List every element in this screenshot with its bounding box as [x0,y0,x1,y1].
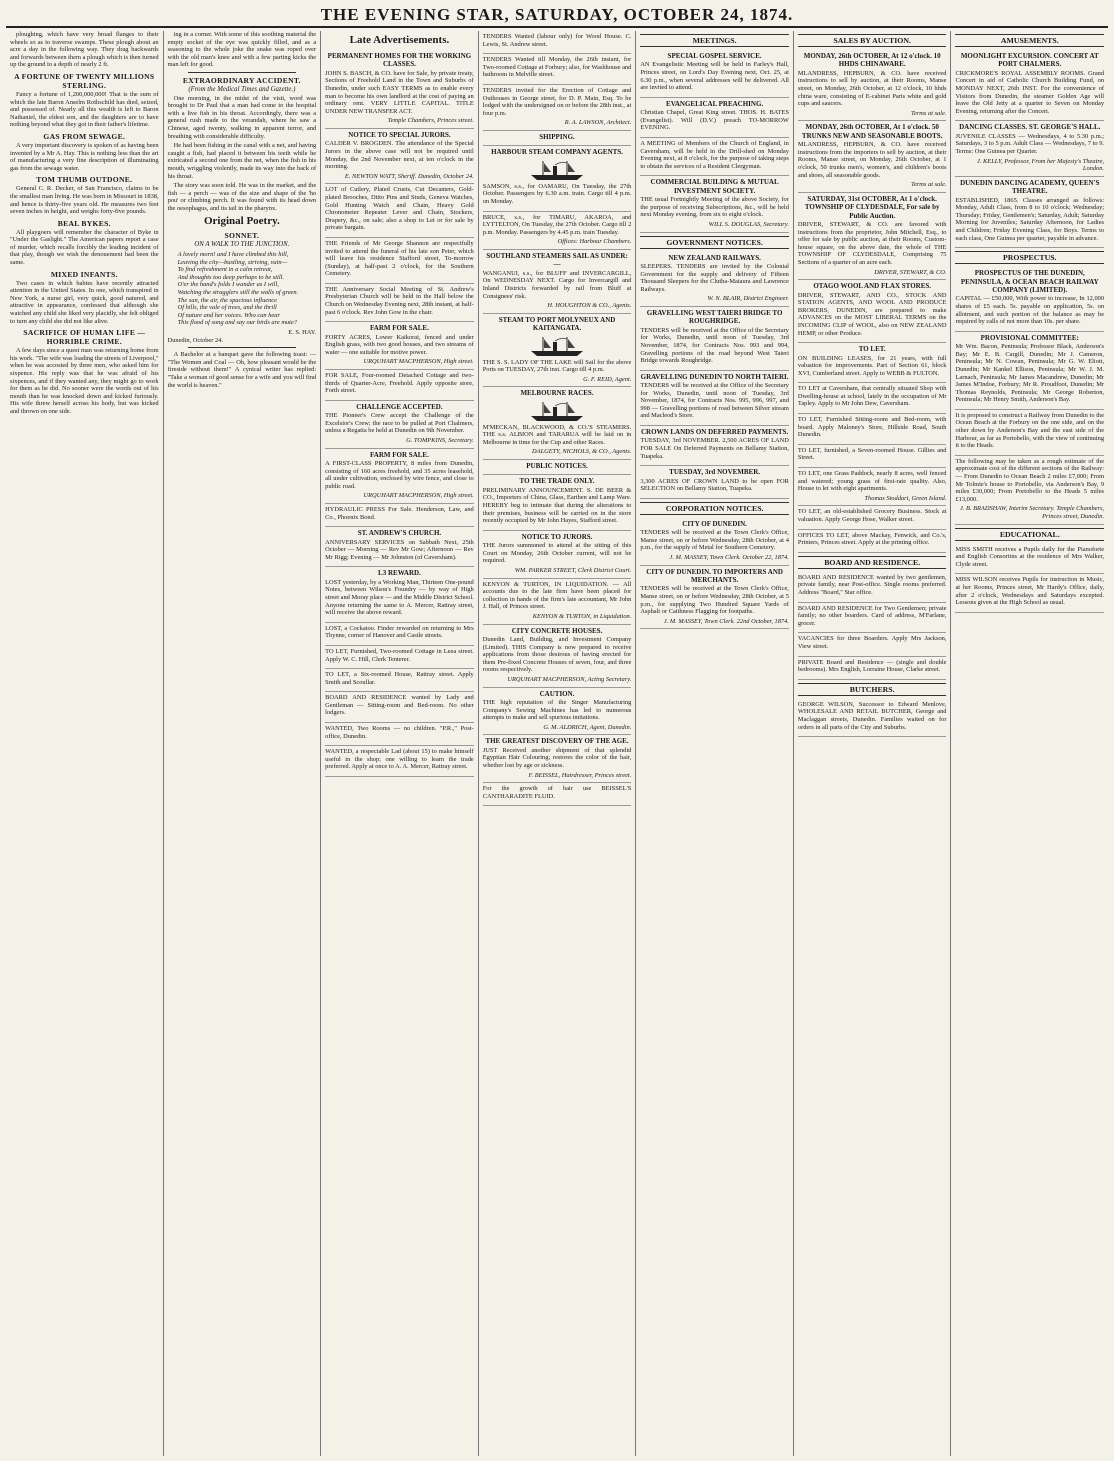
advertisement [325,723,474,746]
advertisement-title: CHALLENGE ACCEPTED. [356,402,443,411]
advertisement-body: Dunedin Land, Building, and Investment Company (Limited). THIS Company is now prepared to receive applications from those desirous of having erected for them Pre-fixed Concrete Houses of seven, four, and three rooms respectively. [482,636,632,674]
advertisement-body: TENDERS Wanted (labour only) for Wood House. C. Lewis, St. Andrew street. [482,33,632,48]
article-heading: MIXED INFANTS. [50,269,118,279]
article-text: ploughing, which have very broad flanges to their wheels so as to traverse swamps. These plough about an acre a day in the following way. They drag backwards and forwards between them a plough which is then turned up the ground to a depth of nearly 2 ft. [10,31,159,69]
advertisement [325,370,474,401]
advertisement [483,131,632,146]
article-text: Fancy a fortune of 1,200,000,000! That is the sum of which the late Baron Anselm Rothschild has died, seized, and possessed of. Nearly all this wealth is left to Baron Nathaniel, the eldest son, and the daughters are to have nothing beyond what they got in their father's lifetime. [10,90,159,129]
article-text: A very important discovery is spoken of as having been invented by a Mr A. Hay. This is nothing less than the art of manufacturing a very fine description of illuminating gas from the sewage water. [10,141,159,172]
advertisement-body: LOST yesterday, by a Working Man, Thirteen One-pound Notes, between Wilson's Foundry — by way of High street and Moray place — and the Middle District School. Anyone returning the same to A. Mercer, Rattray street, will receive the above reward. [325,578,474,617]
advertisement-body: OFFICES TO LET, above Mackay, Fenwick, and Co.'s, Printers, Princes street. Apply at the printing office. [797,531,947,547]
advertisement-body: For the growth of hair use BEISSEL'S CANTHARADITE FLUID. [482,785,632,800]
advert-list [640,518,789,630]
advertisement-title: ST. ANDREW'S CHURCH. [357,529,442,538]
advertisement-body: ANNIVERSARY SERVICES on Sabbath Next, 25th October — Morning — Rev Mr Gow; Afternoon — Rev Mr Rigg; Evening — Mr Johnston (of Caversham). [325,538,474,561]
advertisement-body: TUESDAY, 3rd NOVEMBER. 2,500 ACRES OF LAND FOR SALE On Deferred Payments on Bellamy Station, Tuapeka. [640,437,789,460]
advertisement [955,50,1104,121]
advertisement-signature: G. M. ALDRICH, Agent, Dunedin. [543,723,632,731]
advertisement-body: DRIVER, STEWART, & CO. are favored with instructions from the proprietor, John Mitchell, Esq., to offer for sale by public auction, at their Rooms, Custom-house square, on the above date, the whole of THE TOWNSHIP OF CLYDESDALE, Comprising 75 Sections of a quarter of an acre each. [797,220,947,266]
advertisement [325,401,474,449]
advertisement-title: THE GREATEST DISCOVERY OF THE AGE. [485,737,629,746]
advertisement-title: SATURDAY, 31st OCTOBER, At 1 o'clock. TOWNSHIP OF CLYDESDALE, For sale by Public Auction. [804,194,940,220]
advertisement-title: TO THE TRADE ONLY. [519,477,595,486]
advert-list [798,50,947,553]
advertisement-body: FORTY ACRES, Lower Kaikorai, fenced and under English grass, with two good houses, and two streams of water — one suitable for motive power. [325,333,474,356]
advertisement [640,371,789,426]
poem-text: A lovely morn! and I have climbed this hill, Leaving the city—bustling, striving, vain— To find refreshment in a calm retreat, And thoughts too deep perhaps to be still. O'er the hand's folds I wander as I will, Watching the stragglers still the walls of green. The sun, the air, the spacious influence Of hills, the vale of trees, and the thrill Of nature and her voices. Who can hear This flood of song and say our birds are mute? [177,251,299,327]
advertisement-signature: H. HOUGHTON & CO., Agents. [547,302,632,310]
article-text: One morning, in the midst of the visit, word was brought to Dr Paul that a man had come to the hospital with a live fish in his throat. Accordingly, there was a general rush made to the verandah, where he saw a Chinese, aged twenty, walking in apparent terror, and breathing with considerable difficulty. [167,94,317,140]
advertisement [483,688,632,736]
advertisement [483,475,632,530]
section-heading-prospectus: PROSPECTUS. [955,251,1104,264]
advertisement [955,544,1104,575]
advertisement [798,603,947,634]
advertisement-signature: URQUHART MACPHERSON, High street. [363,492,474,500]
advertisement-body: TENDERS will be received at the Town Clerk's Office, Manse street, on or before Wednesday, 28th October, at 5 p.m., for supplying Two Hundred Square Yards of Asphalt or Caithness Flagging for footpaths. [640,585,789,616]
advertisement-body: TO LET at Caversham, that centrally situated Shop with Dwelling-house at school, lately in the occupation of Mr Tapley. Apply to Mr John Dew, Caversham. [797,385,947,408]
advertisement-body: BOARD AND RESIDENCE for Two Gentlemen; private family; no other boarders. Card of address, M'Farlane, grocer. [797,604,947,627]
advertisement-title: PROSPECTUS OF THE DUNEDIN, PENINSULA, & OCEAN BEACH RAILWAY COMPANY (LIMITED). [960,269,1099,294]
advertisement [798,50,947,121]
advert-list [955,544,1104,613]
advertisement [798,280,947,343]
column-5 [636,31,794,1456]
advertisement-title: PUBLIC NOTICES. [526,462,588,471]
advertisement-body: THE S. S. LADY OF THE LAKE will Sail for the above Ports on TUESDAY, 27th inst. Cargo till 4 p.m. [482,358,632,374]
article-text: ing in a corner. With some of this soothing material the empty socket of the eye was quickly filled, and as a seasoning to the whole joke the snake was roped over with the old man's knee and with a few parting kicks the man left for good. [167,31,317,69]
advertisement-title: DANCING CLASSES. ST. GEORGE'S HALL. [959,123,1101,132]
poem-date: Dunedin, October 24. [167,336,223,344]
advertisement-body: THE Anniversary Social Meeting of St. Andrew's Presbyterian Church will be held in the Hall below the Church on Wednesday Evening next, 28th instant, at half-past 6 o'clock. Rev John Gow in the chair. [325,285,474,316]
poetry-heading: Original Poetry. [203,215,280,228]
advertisement-signature: URQUHART MACPHERSON, High street. [363,358,474,366]
advertisement-body: ON BUILDING LEASES, for 21 years, with full valuation for improvements. Part of Section 61, block XVI, Cumberland street. Apply to WEBB & FULTON. [797,354,947,377]
article-text: He had been fishing in the canal with a net, and having caught a fish, had placed it between his teeth while he extricated a second one from the net, when the fish in his mouth, wriggling violently, made its way into the back of his throat. [167,142,317,180]
advertisement-body: SAMSON, s.s., for OAMARU, On Tuesday, the 27th October. Passengers by 6.30 a.m. train. Cargo till 4 p.m. on Monday. [482,182,632,205]
advertisement-body: TO LET, an old-established Grocery Business. Stock at valuation. Apply George Hose, Walker street. [797,508,947,523]
advertisement-body: TENDERS will be received at the Office of the Secretary for Works, Dunedin, until noon of Tuesday, 3rd November, 1874, for Contracts Nos. 995, 996, 997, and 998 — Gravelling portions of road between Silver stream and Macleod's Store. [640,382,789,420]
advertisement-body: KENYON & TURTON, IN LIQUIDATION. — All accounts due to the late firm have been placed for collection in hands of the firm's late accountant, Mr John J. Hall, of Princes street. [482,580,632,611]
advertisement-body: BRUCE, s.s., for TIMARU, AKAROA, and LYTTELTON, On Tuesday, the 27th October. Cargo till 2 p.m. Monday. Passengers by 4.45 p.m. train Tuesday. [482,213,632,236]
section-heading-sales-by-auction: SALES BY AUCTION. [798,34,947,47]
advertisement-title: COMMERCIAL BUILDING & MUTUAL INVESTMENT SOCIETY. [650,178,779,195]
advertisement-body: MISS SMITH receives a Pupils daily for the Pianoforte and English Consortins at the residence of Mrs Walker, Clyde street. [955,545,1105,568]
advertisement-title: GRAVELLING DUNEDIN TO NORTH TAIERI. [640,372,789,381]
advertisement-body: THE Pioneer's Crew accept the Challenge of the Excelsior's Crew; the race to be pulled at Port Chalmers, unless a Regatta be held at Dunedin on 9th November. [325,412,474,435]
advertisement [798,506,947,529]
advertisement-title: GRAVELLING WEST TAIERI BRIDGE TO ROUGHRIDGE. [646,308,783,326]
article-subheading: (From the Medical Times and Gazette.) [188,85,296,93]
article-text: Two cases in which babies have recently attracted attention in the United States. In one, which transpired in New York, a nurse girl, very quick, good natured, and attractive in appearance, confessed that although she watched any child she liked very placidly, she felt obliged to turn any child she did not like alive. [10,279,159,325]
advertisement [955,267,1104,332]
advertisement [483,783,632,806]
advertisement-body: ESTABLISHED, 1865. Classes arranged as follows: Monday, Adult Class, from 8 to 10 o'clock; Wednesday; Thursday; Friday, Gentlemen's; Saturday, Adult; Saturday Morning for Juveniles; Saturday Afternoon, for Ladies and Children; Friday Evening Class, for Boys. Terms to each class, One Guinea per quarter, payable in advance. [955,196,1105,242]
article-heading: EXTRAORDINARY ACCIDENT. [182,75,301,85]
advertisement-signature: Temple Chambers, Princes street. [387,117,474,125]
advertisement-body: A MEETING of Members of the Church of England, in Caversham, will be held in the Drill-shed on Monday Evening next, at 8 o'clock, for the purpose of taking steps to obtain the services of a Resident Clergyman. [640,139,789,170]
advertisement-body: JOHN S. BASCH, & CO. have for Sale, by private treaty, Sections of Freehold Land in the Town and Suburbs of Dunedin, under such EASY TERMS as to enable every man to become his own landlord at the cost of paying an ordinary rent. VERY LITTLE CAPITAL. TITLE UNDER NEW TRANSFER ACT. [325,69,474,115]
advertisement-title: SHIPPING. [539,132,575,141]
advertisement-title: OTAGO WOOL AND FLAX STORES. [813,282,932,291]
advertisement-signature: Terms at sale. [911,109,947,117]
advertisement-body: LOST, a Cockatoo. Finder rewarded on returning to Mrs Thynne, corner of Hanover and Castle streets. [325,624,474,640]
advertisement [798,343,947,383]
advertisement-signature: Offices: Harbour Chambers. [557,238,632,246]
advertisement [483,212,632,250]
advertisement [640,518,789,566]
advertisement [640,138,789,176]
advert-list [325,50,474,777]
poem-author: E. S. HAY. [288,329,317,336]
advertisement [798,445,947,468]
advertisement-title: MELBOURNE RACES. [520,389,594,398]
section-heading-board-and-residence: BOARD AND RESIDENCE. [798,556,947,569]
divider [188,72,297,73]
advertisement-body: M'MECKAN, BLACKWOOD, & CO.'S STEAMERS. THE s.s. ALBION and TARARUA will be laid on in Melbourne in time for the Cup and other Races. [482,423,632,446]
advertisement-body: Mr Wm. Bacon, Peninsula; Professor Black, Anderson's Bay; Mr E. B. Cargill, Dunedin; Mr J. Cameron, Peninsula; Mr N. Cowan, Peninsula; Mr G. W. Eliott, Dunedin; Mr Kankel Ellison, Peninsula; Mr W. J. M. Larnach, Peninsula; Mr James Macandrew, Dunedin; Mr James M'Indoe, Forbury; Mr R. Proudfoot, Dunedin; Mr Thomas Reynolds, Peninsula; Mr George Roberton, Peninsula; Mr Henry Smith, Anderson's Bay. [955,343,1105,404]
advertisement-body: The following may be taken as a rough estimate of the approximate cost of the different sections of the Railway: — From Dunedin to Ocean Beach 2 miles £7,000; From Mr Tolmie's house to Portobello, via Anderson's Bay, 9 miles £30,000; From Portobello to the Heads 5 miles £13,000. [955,457,1105,503]
advertisement [798,657,947,680]
advert-list [955,267,1104,524]
advertisement-signature: W. N. BLAIR, District Engineer. [707,295,789,303]
section-heading-government-notices: GOVERNMENT NOTICES. [640,236,789,249]
article-heading: TOM THUMB OUTDONE. [36,175,133,185]
advertisement [640,466,789,499]
advert-list [483,31,632,806]
advertisement-title: NOTICE TO SPECIAL JURORS. [348,130,451,139]
advertisement-title: CITY OF DUNEDIN. TO IMPORTERS AND MERCHANTS. [646,567,783,585]
advert-list [955,50,1104,248]
advertisement-title: TUESDAY, 3rd NOVEMBER. [669,468,761,477]
advertisement-body: HYDRAULIC PRESS For Sale. Henderson, Law, and Co., Phoenix Bond. [325,505,474,521]
advertisement [955,410,1104,456]
advertisement [325,527,474,567]
advertisement [483,625,632,688]
advertisement [640,252,789,307]
advertisement-body: TENDERS will be received at the Town Clerk's Office, Manse street, on or before Wednesday, 28th October, at 4 p.m., for the supply of Metal for Southern Cemetery. [640,529,789,552]
advertisement [798,699,947,737]
advertisement-signature: WM. PARKER STREET, Clerk District Court. [514,567,632,575]
article-text: The story was soon told. He was in the market, and the fish — a perch — was of the size and shape of the 'ho pou' or climbing perch. It was found with its head down the oesophagus, and its tail in the pharynx. [167,182,317,212]
advertisement [325,669,474,692]
advertisement-title: PROVISIONAL COMMITTEE: [980,333,1079,342]
advertisement-title: MONDAY, 26th OCTOBER, At 12 o'clock. 10 HHDS CHINAWARE. [803,52,941,69]
advertisement-title: STEAM TO PORT MOLYNEUX AND KAITANGATA. [498,315,616,333]
advertisement-signature: E. NEWTON WATT, Sheriff. Dunedin, October 24. [344,172,474,180]
advertisement-body: DRIVER, STEWART, AND CO., STOCK AND STATION AGENTS, AND WOOL AND PRODUCE BROKERS, DUNEDIN, are prepared to make ADVANCES on the MOST LIBERAL TERMS on the INCOMING CLIP of WOOL, also on NEW ZEALAND HEMP, or other Produce. [797,291,947,337]
advertisement [955,574,1104,612]
advertisement-body: TENDERS Wanted till Monday, the 26th instant, for Two-roomed Cottage at Forbury; also, for Washhouse and bathroom in Melville street. [482,56,632,79]
advertisement-body: A FIRST-CLASS PROPERTY, 8 miles from Dunedin, consisting of 160 acres freehold, and 35 acres leasehold, all under cultivation, enclosed by wire fence, and close to public road. [325,460,474,490]
advertisement-signature: KENYON & TURTON, in Liquidation. [532,613,632,620]
advertisement-body: Christian Chapel, Great King street. THOS. H. BATES (Evangelist). Will (D.V.) preach TO-MORROW EVENING. [640,109,789,132]
advertisement [798,530,947,553]
advertisement-body: WANTED, a respectable Lad (about 15) to make himself useful in the shop; one willing to learn the trade preferred. Apply at once to A. A. Mercer, Rattray street. [325,748,474,771]
advertisement-title: L3 REWARD. [378,569,421,578]
steamship-icon [527,159,587,181]
advertisement-title: CROWN LANDS ON DEFERRED PAYMENTS. [640,428,789,437]
advertisement-body: VACANCIES for three Boarders. Apply Mrs Jackson, View street. [797,635,947,650]
section-heading-amusements: AMUSEMENTS. [955,34,1104,47]
advertisement-body: SLEEPERS. TENDERS are invited by the Colonial Government for the supply and delivery of Fifteen Thousand Sleepers for the Clutha-Mataura and Lawrence Railways. [640,262,789,293]
advertisement [325,504,474,527]
advertisement [325,746,474,777]
advertisement-body: It is proposed to construct a Railway from Dunedin to the Ocean Beach at the Forbury on the one side, and on the other down by Anderson's Bay and the east side of the Harbour, as far as Portobello, with the view of continuing it to the Heads. [955,411,1105,450]
advertisement-signature: R. A. LAWSON, Architect. [564,119,632,127]
advertisement [325,50,474,129]
article-heading: GAS FROM SEWAGE. [43,131,126,141]
advertisement [325,238,474,284]
advertisement [640,98,789,138]
steamship-icon [527,335,587,357]
advertisement-signature: URQUHART MACPHERSON, Acting Secretary. [507,675,632,683]
advert-list [640,252,789,499]
advertisement-body: THE Friends of Mr George Shannon are respectfully invited to attend the funeral of his late son Peter, which will leave his residence Stafford street, To-morrow (Sunday), at half-past 2 o'clock, for the Southern Cemetery. [325,239,474,278]
advertisement [640,566,789,630]
advertisement [325,284,474,322]
advertisement-body: CALDER V. BROGDEN. The attendance of the Special Jurors in the above case will not be required until Monday, the 2nd November next, at ten o'clock in the morning. [325,140,474,171]
advertisement-signature: DRIVER, STEWART, & CO. [874,268,947,276]
advertisement-signature: G. F. REID, Agent. [583,375,632,383]
advertisement [798,633,947,656]
advertisement-body: WANGANUI, s.s., for BLUFF and INVERCARGILL, On WEDNESDAY NEXT. Cargo for Invercargill and Inland Districts forwarded by rail from Bluff at Consignees' risk. [482,269,632,300]
advertisement-body: PRIVATE Board and Residence — (single and double bedrooms). Mrs English, Lorraine House, Clarke street. [797,658,947,674]
advertisement-body: AN Evangelistic Meeting will be held in Farley's Hall, Princes street, on Lord's Day Evening next, Oct. 25, at 6.30 p.m., when several addresses will be delivered. All are invited to attend. [640,61,789,92]
article-heading: SACRIFICE OF HUMAN LIFE — HORRIBLE CRIME. [23,328,146,347]
section-heading-educational: EDUCATIONAL. [955,528,1104,541]
advertisement-title: SOUTHLAND STEAMERS SAIL AS UNDER: — [486,251,628,269]
advertisement [483,85,632,131]
advertisement [483,387,632,460]
advertisement-body: MLANDRESS, HEPBURN, & CO. have received instructions from the importers to sell by auction, at their Rooms, Manse street, on Monday, 26th October, at 1 o'clock, 50 trunks men's, women's, and children's boots and shoes, all seasonable goods. [797,141,947,179]
section-heading-corporation-notices: CORPORATION NOTICES. [640,502,789,515]
advertisement-title: PERMANENT HOMES FOR THE WORKING CLASSES. [327,52,472,69]
columns [6,31,1108,1456]
advertisement-title: TO LET. [858,345,886,354]
advertisement-body: MLANDRESS, HEPBURN, & CO. have received instructions to sell by auction, at their Rooms, Manse street, on Monday, 26th October, at 12 o'clock, 10 hhds china ware, consisting of E-cabinet Paris white and gold cups and saucers. [797,69,947,108]
advert-list [640,50,789,233]
article-text: General C. R. Decker, of San Francisco, claims to be the smallest man living. He was born in Missouri in 1838, and hence is thirty-five years old. He measures two feet seven inches in height, and weighs forty-five pounds. [10,185,159,216]
article-text: All playgoers will remember the character of Byke in "Under the Gaslight." The American papers report a case of murder, which recalls forcibly the leading incident of that play, though we wish the denouement had been the same. [10,228,159,267]
advertisement-body: CAPITAL — £50,000, With power to increase, In 12,000 shares of £5 each. 5s. payable on application, 5s. on allotment, and such portion of the balance as may be required by calls of not more than 10s. per share. [955,295,1105,326]
advertisement [483,314,632,388]
advertisement-title: HARBOUR STEAM COMPANY AGENTS. [491,148,623,157]
advertisement-body: PRELIMINARY ANNOUNCEMENT. S. DE BEER & CO., Importers of China, Glass, Earthen and Lamp Ware. HEREBY beg to intimate that during the alterations to their premises, business will be carried on in the store recently occupied by Mr John Hayes, Stafford street. [482,486,632,525]
advertisement-title: CAUTION. [539,689,575,698]
advertisement-body: THE usual Fortnightly Meeting of the above Society, for the purpose of receiving Subscriptions, &c., will be held next Monday evening, from six to eight o'clock. [640,196,789,219]
advertisement-title: EVANGELICAL PREACHING. [666,99,764,108]
advertisement-title: NOTICE TO JURORS. [521,532,593,541]
advertisement-title: NEW ZEALAND RAILWAYS. [668,253,761,262]
column-7 [951,31,1108,1456]
section-heading-butchers: BUTCHERS. [798,683,947,696]
advertisement-body: THE high reputation of the Singer Manufacturing Company's Sewing Machines has led to numerous attempts to make and sell spurious imitations. [482,698,632,722]
advertisement-body: 3,300 ACRES OF CROWN LAND to be open FOR SELECTION on Bellamy Station, Tuapeka. [640,477,789,493]
article-text: A few days since a quest man was returning home from his work. "The wife was loading the streets of Liverpool," when he was accosted by three men, who asked him for sixpence. His reply was that he was afraid of his sixpences, and if they wanted any, they might go to work for them as he did. No sooner were the words out of his mouth than he was knocked down and kicked furiously. His wife threw herself across his body, but was kicked and thrown on one side. [10,347,159,415]
advertisement-signature: G. TOMPKINS, Secretary. [406,437,474,444]
advertisement-body: WANTED, Two Rooms — no children. "P.R.," Post-office, Dunedin. [325,725,474,740]
advertisement [483,579,632,625]
advertisement-body: LOT of Cutlery, Plated Cruets, Cut Decanters, Gold-plated Brooches, Ditto Pins and Studs, Geneva Watches, Gold Hunting Watch and Chain, Heavy Gold Chronometer Repeater Lever and Chain, Stockers, Drapery, &c., on sale; also a shop to Let or for sale by private bargain. [325,186,474,232]
advertisement [325,567,474,622]
column-6 [794,31,952,1456]
advertisement-body: GEORGE WILSON, Successor to Edward Menlove, WHOLESALE AND RETAIL BUTCHER, George and Maclaggan streets, Dunedin. Families waited on for orders in all parts of the City and Suburbs. [797,700,947,731]
advertisement-title: MOONLIGHT EXCURSION. CONCERT AT PORT CHALMERS. [960,52,1099,69]
advertisement-signature: Terms at sale. [911,181,947,189]
advertisement [798,468,947,506]
advertisement [325,646,474,669]
advertisement [325,184,474,238]
advertisement [483,250,632,314]
advertisement-signature: J. KELLY, Professor, From her Majesty's Theatre, London. [977,157,1105,173]
advertisement-body: JUVENILE CLASSES — Wednesdays, 4 to 5.30 p.m.; Saturdays, 3 to 5 p.m. Adult Class — Wednesdays, 7 to 9. Terms: One Guinea per Quarter. [955,132,1105,155]
advertisement [798,121,947,192]
advertisement-signature: DALGETY, NICHOLS, & CO., Agents. [532,448,632,456]
poem-title: SONNET. [224,231,260,241]
advertisement [325,322,474,370]
advertisement-body: BOARD AND RESIDENCE wanted by two gentlemen, private family, near Post-office. Single rooms preferred. Address "Board," Star office. [797,573,947,596]
advertisement [325,129,474,184]
advertisement-signature: F. BEISSEL, Hairdresser, Princes street. [528,771,632,779]
advertisement-title: MONDAY, 26th OCTOBER, At 1 o'clock. 50 TRUNKS NEW AND SEASONABLE BOOTS. [801,123,943,140]
advert-list [798,699,947,737]
advertisement-body: TO LET, Furnished, Two-roomed Cottage in Leea street. Apply W. C. Hill, Clerk Tenterer. [325,647,474,663]
advertisement-body: CRICKMORE'S ROYAL ASSEMBLY ROOMS. Grand Concert in aid of Catholic Church Building Fund, on MONDAY NEXT, 26th INST. For the convenience of Visitors from Dunedin, the steamer Golden Age will leave the Old Jetty at a quarter to Seven on Monday Evening, returning after the Concert. [955,69,1105,115]
advertisement [798,414,947,445]
advertisement [325,692,474,723]
advertisement-body: BOARD AND RESIDENCE wanted by Lady and Gentleman — Sitting-room and Bed-room. No other lodgers. [325,694,474,717]
column-3 [321,31,479,1456]
advertisement-title: CITY OF DUNEDIN. [682,519,747,528]
article-heading: A FORTUNE OF TWENTY MILLIONS STERLING. [14,71,155,90]
advertisement-body: FOR SALE, Four-roomed Detached Cottage and two-thirds of Quarter-Acre, Freehold. Apply opposite store, Forth street. [325,372,474,395]
article-text: A Bachelor at a banquet gave the following toast: — "The Women and Coal — Oh, how pleasant would be the fireside without them!" A cynical writer has replied: "Take a woman of good sense for a wife and you will find the world is heaven." [167,351,317,389]
advertisement-signature: J. M. MASSEY, Town Clerk. 22nd October, 1874. [663,617,789,625]
poem-subtitle: ON A WALK TO THE JUNCTION. [194,241,290,249]
advertisement-title: DUNEDIN DANCING ACADEMY, QUEEN'S THEATRE. [960,178,1100,196]
advertisement [483,146,632,211]
advertisement-signature: Thomas Stoddart, Green Island. [864,494,947,502]
section-heading-meetings: MEETINGS. [640,34,789,47]
advertisement-title: CITY CONCRETE HOUSES. [511,626,603,635]
advertisement [483,531,632,579]
advertisement [640,426,789,466]
advertisement [325,623,474,646]
advertisement [798,193,947,280]
advertisement [640,50,789,98]
advertisement [640,176,789,232]
advertisement [483,31,632,54]
advertisement [955,332,1104,410]
advertisement [955,121,1104,176]
advertisement-body: TENDERS will be received at the Office of the Secretary for Works, Dunedin, until noon of Tuesday, 3rd November, 1874, for Contracts Nos. 993 and 994, Gravelling portions of the road beyond West Taieri Bridge towards Roughridge. [640,326,789,365]
advertisement-body: TO LET, a Six-roomed House, Rattray street. Apply Smith and Scoullar. [325,671,474,686]
advertisement-body: JUST Received another shipment of that splendid Egyptian Hair Colouring; restores the color of the hair, whether lost by age or sickness. [482,746,632,769]
advertisement-body: TENDERS invited for the Erection of Cottage and Outhouses in George street, for D. P. Main, Esq. To be lodged with the undersigned on or before the 28th inst., at four p.m. [482,86,632,117]
advertisement-body: MISS WILSON receives Pupils for instruction in Music, at her Rooms, Princes street, Mr Hardy's Office, daily, after 2 o'clock, Wednesdays and Saturdays excepted. Lessons given at the High School as usual. [955,576,1105,607]
advertisement-title: SPECIAL GOSPEL SERVICE. [667,52,762,60]
column-4 [479,31,637,1456]
advert-list [798,572,947,680]
divider [188,347,297,348]
advertisement [483,460,632,475]
advertisement [640,307,789,371]
column-1 [6,31,164,1456]
advertisement-signature: J. B. BRADSHAW, Interim Secretary. Temple Chambers, Princes street, Dunedin. [959,505,1105,520]
steamship-icon [527,400,587,422]
advertisement [325,449,474,504]
column-2 [164,31,322,1456]
section-heading-late-ads: Late Advertisements. [349,34,450,46]
advertisement-body: THE Jurors summoned to attend at the sitting of this Court on Monday, 26th October current, will not be required. [482,542,632,565]
advertisement-signature: WILL S. DOUGLAS, Secretary. [708,220,789,228]
advertisement-title: FARM FOR SALE. [370,450,429,459]
masthead: THE EVENING STAR, SATURDAY, OCTOBER 24, 1874. [6,4,1108,28]
advertisement [798,383,947,414]
advertisement [483,735,632,783]
advertisement-title: FARM FOR SALE. [370,324,429,333]
advertisement [798,572,947,603]
advertisement-signature: J. M. MASSEY, Town Clerk. October 22, 1874. [669,554,789,562]
advertisement [955,456,1104,525]
advertisement-body: TO LET, one Grass Paddock, nearly 8 acres, well fenced and watered; young grass of first-rate quality. Also, House to let with eight apartments. [797,470,947,493]
advertisement [483,54,632,85]
advertisement [955,177,1104,248]
advertisement-body: TO LET, furnished, a Seven-roomed House. Gillies and Street. [797,446,947,462]
advertisement-body: TO LET, Furnished Sitting-room and Bed-room, with board. Apply Maloney's Store, Hillside Road, South Dunedin. [797,416,947,439]
article-heading: BEAL BYKES. [57,218,111,228]
